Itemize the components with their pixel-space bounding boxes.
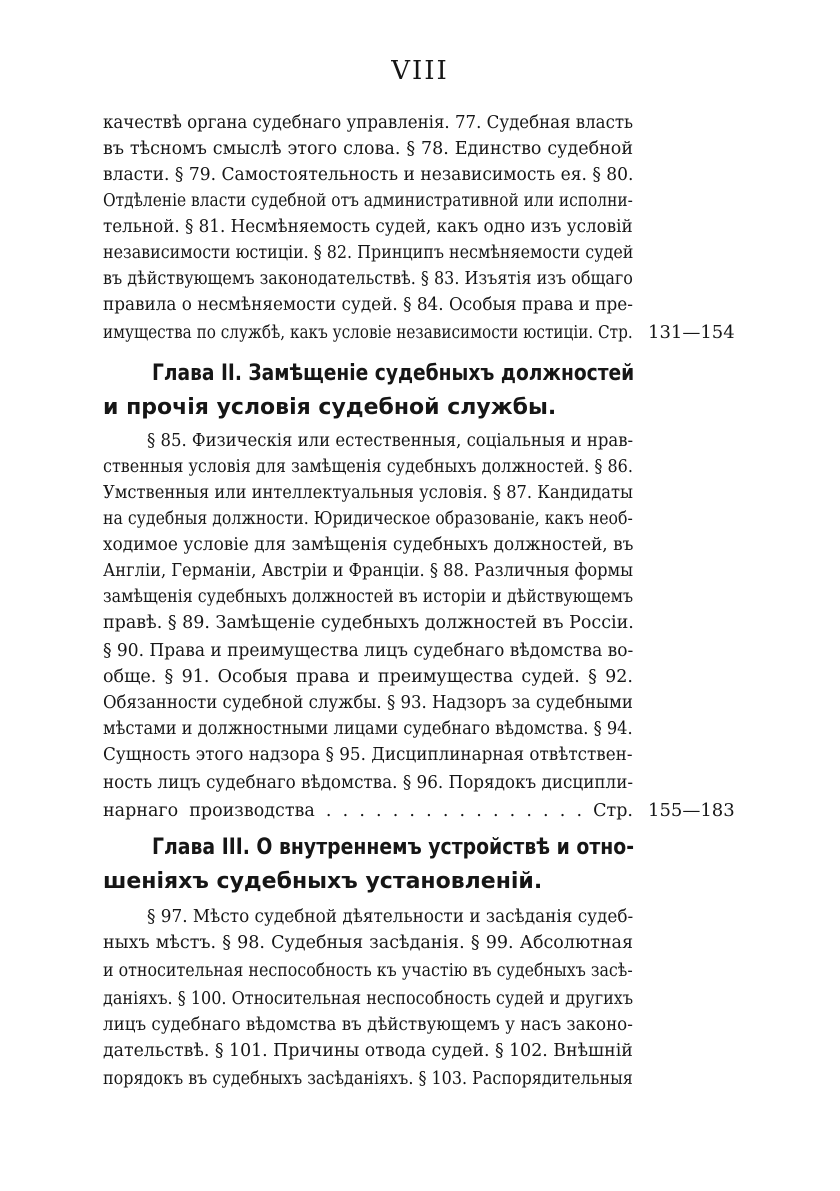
chapter2-line-1: § 85. Физическія или естественныя, соціальныя и нрав- <box>147 431 634 451</box>
chapter2-line-14: ность лицъ судебнаго вѣдомства. § 96. Порядокъ дисципли- <box>103 773 634 793</box>
chapter2-line-13: Сущность этого надзора § 95. Дисциплинарная отвѣтствен- <box>103 745 633 765</box>
chapter2-line-5: ходимое условіе для замѣщенія судебныхъ должностей, въ <box>103 535 634 555</box>
chapter2-page-range: 155—183 <box>648 800 735 821</box>
chapter2-line-3: Умственныя или интеллектуальныя условія. § 87. Кандидаты <box>103 483 633 503</box>
chapter2-line-11: Обязанности судебной службы. § 93. Надзоръ за судебными <box>103 693 633 713</box>
chapter3-title-line-2: шеніяхъ судебныхъ установленій. <box>103 869 543 894</box>
page-number: VIII <box>391 56 449 86</box>
section1-line-6: независимости юстиціи. § 82. Принципъ несмѣняемости судей <box>103 243 634 263</box>
chapter3-line-6: дательствѣ. § 101. Причины отвода судей. § 102. Внѣшній <box>103 1041 633 1061</box>
section1-line-1: качествѣ органа судебнаго управленія. 77. Судебная власть <box>103 113 634 133</box>
chapter3-line-5: лицъ судебнаго вѣдомства въ дѣйствующемъ у насъ законо- <box>103 1015 633 1035</box>
section1-line-7: въ дѣйствующемъ законодательствѣ. § 83. Изъятія изъ общаго <box>103 269 633 289</box>
chapter3-title-line-1: Глава III. О внутреннемъ устройствѣ и отно- <box>152 835 635 860</box>
section1-line-3: власти. § 79. Самостоятельность и независимость ея. § 80. <box>103 165 634 185</box>
section1-line-2: въ тѣсномъ смыслѣ этого слова. § 78. Единство судебной <box>103 139 633 159</box>
chapter3-line-1: § 97. Мѣсто судебной дѣятельности и засѣданія судеб- <box>147 907 634 927</box>
chapter2-line-7: замѣщенія судебныхъ должностей въ исторіи и дѣйствующемъ <box>103 587 634 607</box>
chapter2-line-10: обще. § 91. Особыя права и преимущества судей. § 92. <box>103 667 633 687</box>
section1-line-8: правила о несмѣняемости судей. § 84. Особыя права и пре- <box>103 295 633 315</box>
chapter2-title-line-2: и прочія условія судебной службы. <box>103 395 557 420</box>
chapter2-line-8: правѣ. § 89. Замѣщеніе судебныхъ должностей въ Россіи. <box>103 613 634 633</box>
chapter2-line-15: нарнаго производства . . . . . . . . . . . . . . . . Стр. <box>103 801 633 821</box>
chapter2-line-2: ственныя условія для замѣщенія судебныхъ должностей. § 86. <box>103 457 633 477</box>
chapter3-line-4: даніяхъ. § 100. Относительная неспособность судей и другихъ <box>103 989 634 1009</box>
section1-line-9: имущества по службѣ, какъ условіе независимости юстиціи. Стр. <box>103 323 633 343</box>
section1-line-4: Отдѣленіе власти судебной отъ административной или исполни- <box>103 191 633 211</box>
section1-line-5: тельной. § 81. Несмѣняемость судей, какъ одно изъ условій <box>103 217 633 237</box>
section1-page-range: 131—154 <box>648 322 735 343</box>
chapter2-title-line-1: Глава II. Замѣщеніе судебныхъ должностей <box>152 361 635 386</box>
chapter3-line-3: и относительная неспособность къ участію въ судебныхъ засѣ- <box>103 961 633 981</box>
chapter2-line-4: на судебныя должности. Юридическое образованіе, какъ необ- <box>103 509 633 529</box>
chapter2-line-9: § 90. Права и преимущества лицъ судебнаго вѣдомства во- <box>103 641 634 661</box>
chapter3-line-2: ныхъ мѣстъ. § 98. Судебныя засѣданія. § 99. Абсолютная <box>103 933 633 953</box>
chapter2-line-12: мѣстами и должностными лицами судебнаго вѣдомства. § 94. <box>103 719 633 739</box>
chapter2-line-6: Англіи, Германіи, Австріи и Франціи. § 88. Различныя формы <box>103 561 634 581</box>
chapter3-line-7: порядокъ въ судебныхъ засѣданіяхъ. § 103. Распорядительныя <box>103 1069 633 1089</box>
